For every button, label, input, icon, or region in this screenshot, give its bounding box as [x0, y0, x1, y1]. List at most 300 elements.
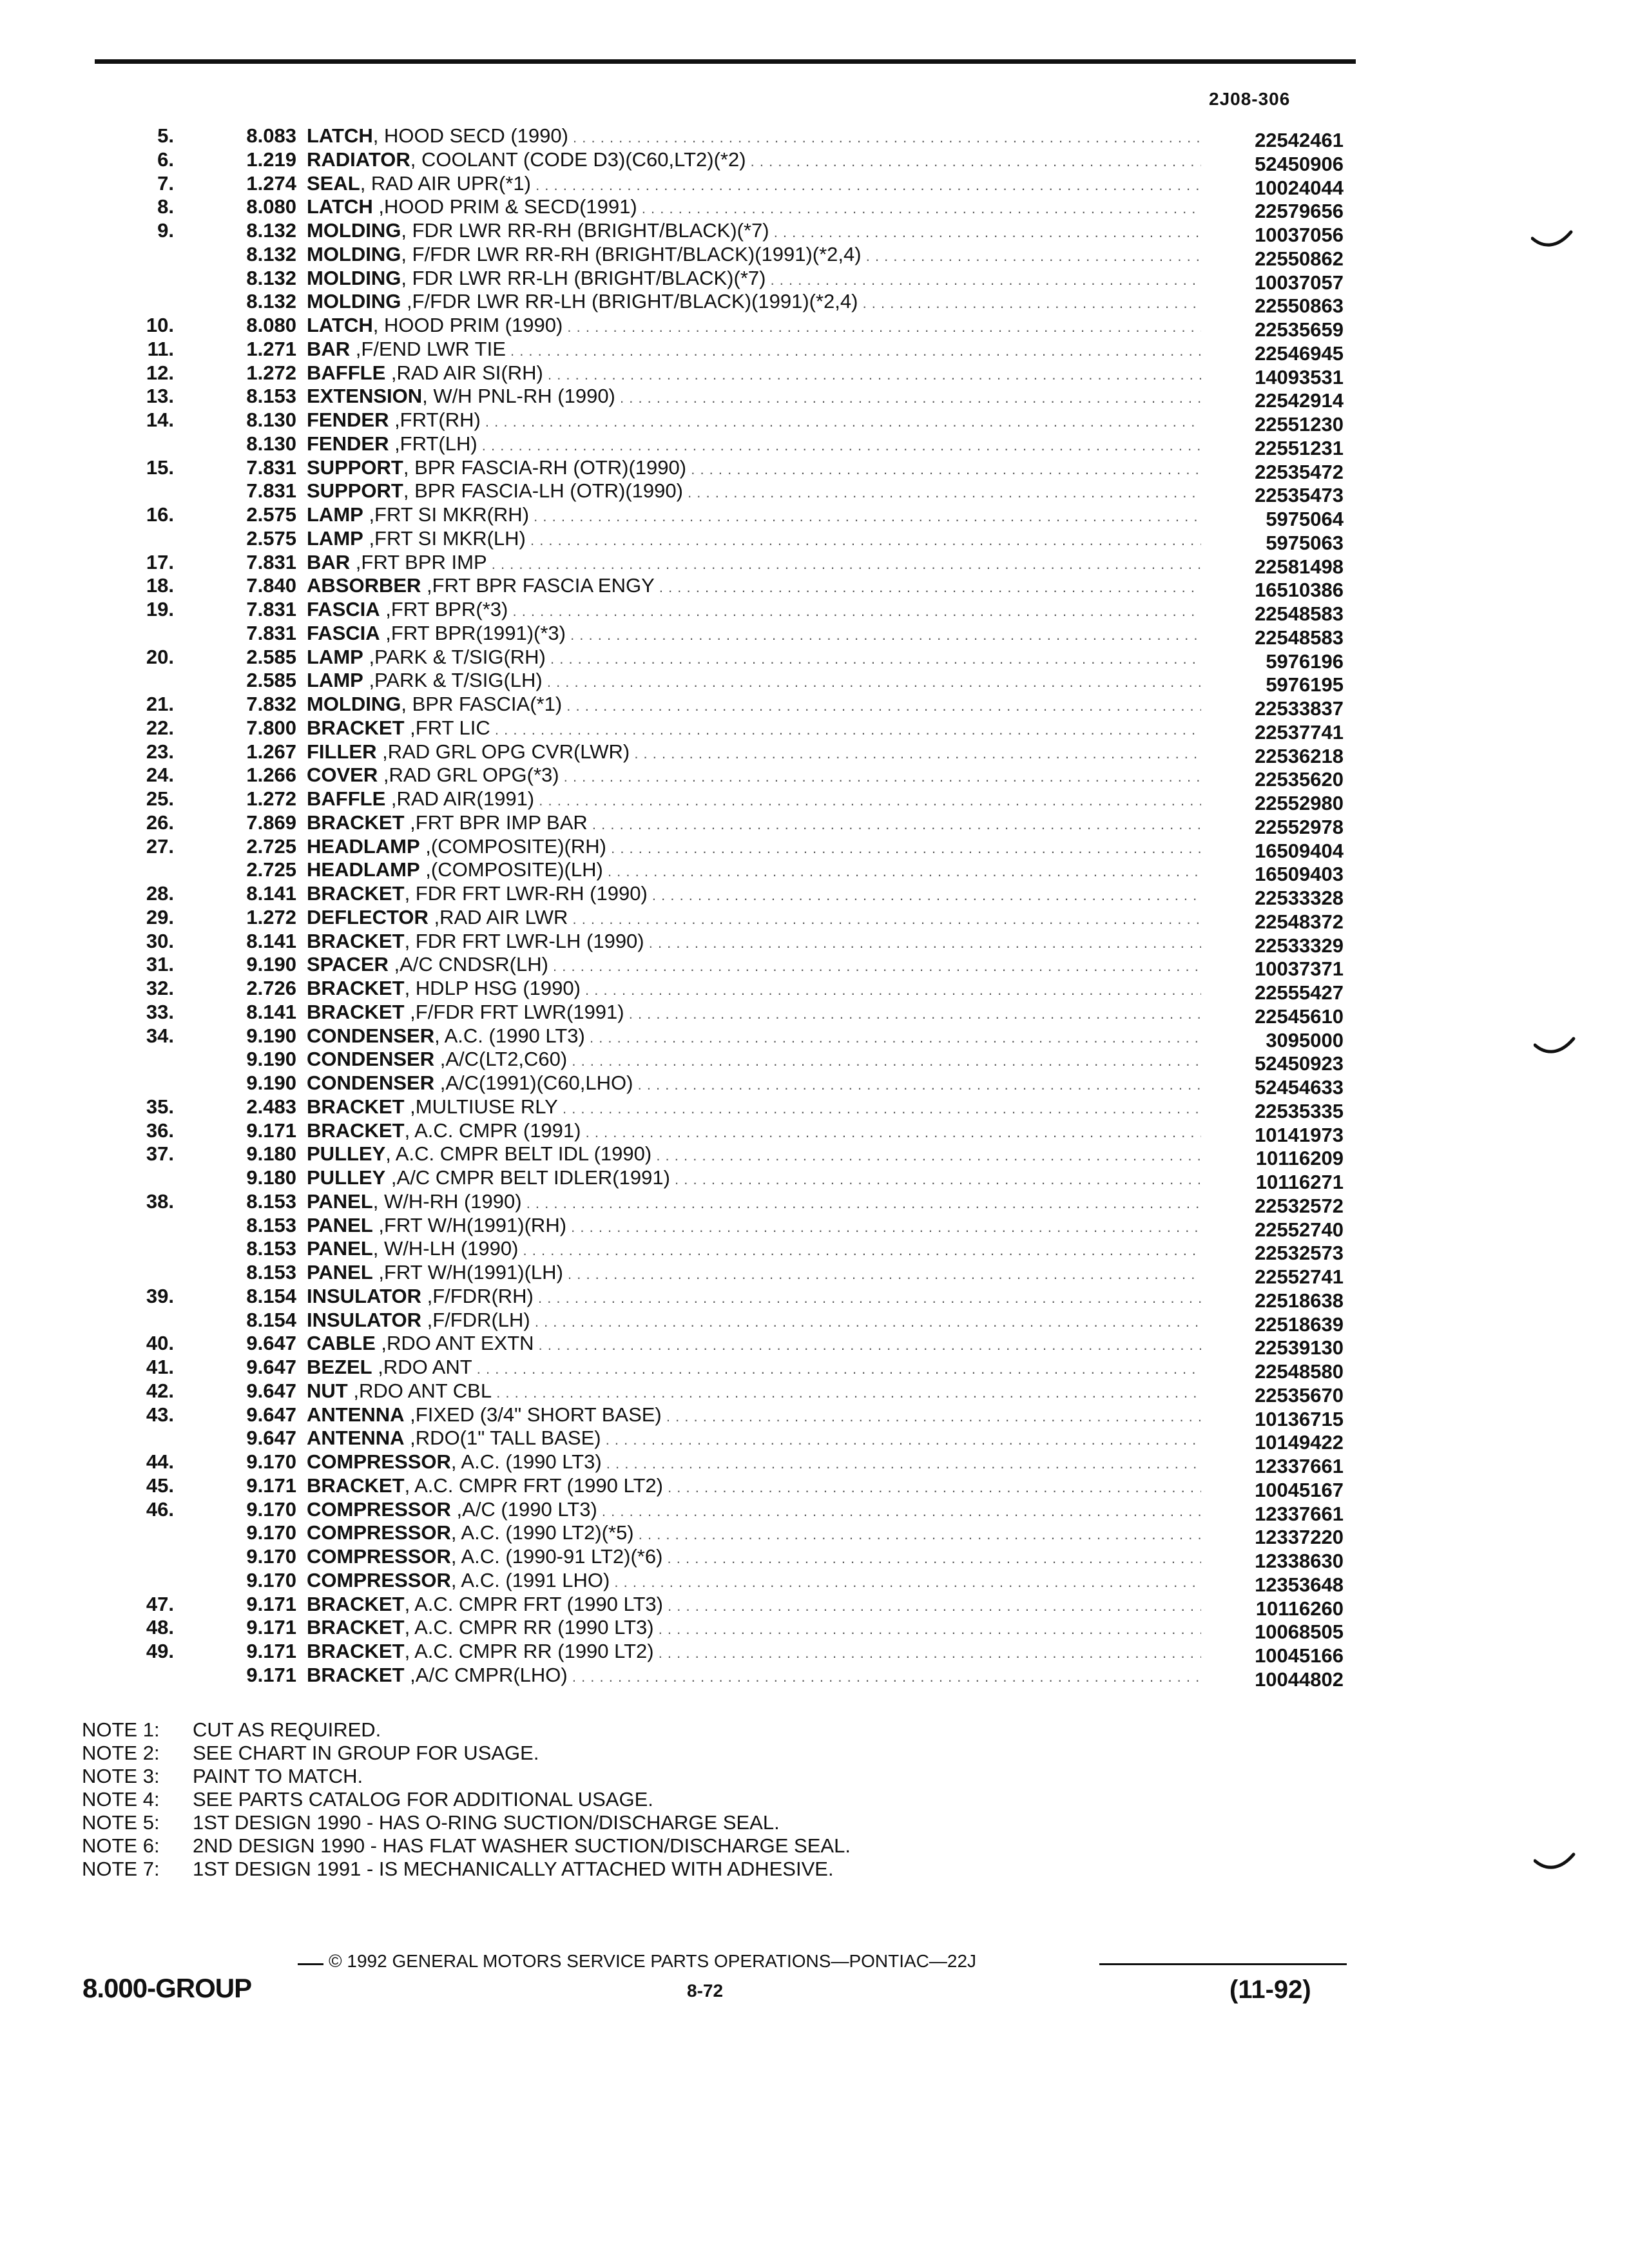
part-row	[0, 408, 1629, 436]
part-number: 22545610	[1255, 1004, 1344, 1028]
part-row	[0, 811, 1629, 838]
part-spec: , A.C. CMPR FRT (1990 LT2)	[404, 1474, 663, 1497]
part-row	[0, 764, 1629, 791]
notes-section	[82, 1718, 851, 1881]
part-row	[0, 266, 1629, 294]
part-description	[307, 646, 1201, 671]
part-row	[0, 171, 1629, 199]
part-row	[0, 1663, 1629, 1691]
part-description	[307, 764, 1201, 789]
ref-number: 17.	[146, 550, 174, 573]
part-spec: ,A/C CMPR BELT IDLER(1991)	[385, 1166, 670, 1189]
note-text: SEE PARTS CATALOG FOR ADDITIONAL USAGE.	[193, 1788, 653, 1811]
part-name: SEAL	[307, 171, 360, 195]
part-spec: ,A/C CMPR(LHO)	[404, 1663, 568, 1686]
part-number: 10037057	[1255, 271, 1344, 294]
part-name: BRACKET	[307, 811, 405, 834]
part-number: 22548583	[1255, 602, 1344, 625]
ref-number: 5.	[157, 124, 174, 147]
part-row	[0, 1356, 1629, 1383]
part-row	[0, 693, 1629, 720]
part-name: COMPRESSOR	[307, 1568, 451, 1591]
part-spec: ,FIXED (3/4" SHORT BASE)	[404, 1403, 662, 1426]
part-name: BAFFLE	[307, 787, 386, 810]
part-name: COVER	[307, 764, 378, 787]
part-number: 10045166	[1255, 1644, 1344, 1667]
part-name: COMPRESSOR	[307, 1450, 451, 1473]
group-number: 1.271	[246, 337, 296, 360]
part-row	[0, 1592, 1629, 1620]
part-description	[307, 953, 1201, 979]
part-spec: ,(COMPOSITE)(RH)	[419, 834, 606, 858]
group-number: 2.483	[246, 1095, 296, 1118]
part-spec: , HDLP HSG (1990)	[404, 977, 581, 999]
part-number: 22518639	[1255, 1312, 1344, 1336]
part-spec: , BPR FASCIA(*1)	[401, 693, 563, 715]
part-spec: ,FRT W/H(1991)(LH)	[372, 1261, 563, 1283]
part-spec: , FDR FRT LWR-RH (1990)	[404, 882, 648, 905]
part-description	[307, 740, 1201, 766]
part-description	[307, 1616, 1201, 1642]
group-number: 2.585	[246, 669, 296, 692]
part-name: CONDENSER	[307, 1024, 435, 1047]
part-row	[0, 1213, 1629, 1241]
part-spec: ,RAD AIR LWR	[428, 905, 568, 928]
note-text: CUT AS REQUIRED.	[193, 1718, 381, 1741]
part-row	[0, 195, 1629, 223]
part-name: DEFLECTOR	[307, 905, 429, 928]
note-label: NOTE 7:	[82, 1858, 160, 1880]
part-row	[0, 385, 1629, 412]
group-number: 1.266	[246, 764, 296, 787]
part-description	[307, 1664, 1201, 1689]
part-description	[307, 1261, 1201, 1287]
part-spec: , W/H-LH (1990)	[372, 1237, 519, 1260]
part-description	[307, 503, 1201, 529]
part-name: BAR	[307, 337, 351, 360]
ref-number: 33.	[146, 1000, 174, 1023]
part-name: MOLDING	[307, 242, 401, 265]
ref-number: 16.	[146, 503, 174, 526]
part-name: NUT	[307, 1379, 348, 1402]
part-number: 10068505	[1255, 1620, 1344, 1644]
part-spec: , A.C. (1990 LT2)(*5)	[450, 1521, 634, 1544]
note-text: SEE CHART IN GROUP FOR USAGE.	[193, 1742, 539, 1764]
part-row	[0, 858, 1629, 886]
part-number: 16509403	[1255, 863, 1344, 886]
group-number: 8.132	[246, 290, 296, 313]
part-name: CONDENSER	[307, 1072, 435, 1094]
part-description	[307, 1593, 1201, 1619]
note-text: 2ND DESIGN 1990 - HAS FLAT WASHER SUCTION/DISCHARGE SEAL.	[193, 1834, 851, 1857]
part-spec: , A.C. (1990 LT3)	[450, 1450, 602, 1473]
copyright-line: © 1992 GENERAL MOTORS SERVICE PARTS OPERATIONS—PONTIAC—22J	[329, 1951, 977, 1971]
part-spec: ,RAD AIR(1991)	[385, 787, 535, 810]
part-description	[307, 1379, 1201, 1405]
ref-number: 24.	[146, 764, 174, 787]
part-number: 10116209	[1255, 1147, 1344, 1170]
part-description	[307, 432, 1201, 458]
part-number: 22555427	[1255, 981, 1344, 1004]
part-spec: ,FRT BPR IMP	[350, 550, 487, 573]
part-description	[307, 1498, 1201, 1524]
part-name: BRACKET	[307, 1119, 405, 1142]
part-row	[0, 598, 1629, 625]
part-name: COMPRESSOR	[307, 1521, 451, 1544]
group-number: 8.083	[246, 124, 296, 147]
part-description	[307, 669, 1201, 695]
part-name: RADIATOR	[307, 148, 410, 171]
part-spec: , A.C. (1990 LT3)	[434, 1024, 585, 1047]
part-description	[307, 930, 1201, 956]
part-row	[0, 1095, 1629, 1122]
part-name: FILLER	[307, 740, 377, 763]
group-number: 9.171	[246, 1592, 296, 1615]
ref-number: 31.	[146, 953, 174, 976]
part-spec: ,FRT BPR FASCIA ENGY	[421, 574, 655, 597]
part-description	[307, 1285, 1201, 1311]
part-description	[307, 1450, 1201, 1476]
part-description	[307, 906, 1201, 932]
part-description	[307, 811, 1201, 837]
ref-number: 46.	[146, 1497, 174, 1521]
part-row	[0, 432, 1629, 459]
group-number: 8.153	[246, 385, 296, 408]
ref-number: 40.	[146, 1332, 174, 1355]
part-spec: , HOOD SECD (1990)	[372, 124, 568, 147]
part-number: 22550862	[1255, 247, 1344, 270]
ref-number: 14.	[146, 408, 174, 431]
group-number: 7.831	[246, 456, 296, 479]
group-number: 7.869	[246, 811, 296, 834]
note-row	[82, 1788, 851, 1811]
part-name: SUPPORT	[307, 479, 403, 503]
part-description	[307, 408, 1201, 434]
ref-number: 10.	[146, 314, 174, 336]
ref-number: 28.	[146, 882, 174, 905]
part-row	[0, 787, 1629, 814]
part-name: SPACER	[307, 953, 389, 976]
binding-tick-mark	[1534, 1036, 1576, 1058]
part-number: 22542461	[1255, 129, 1344, 151]
part-spec: ,RDO(1" TALL BASE)	[404, 1427, 601, 1450]
part-spec: ,PARK & T/SIG(RH)	[363, 645, 546, 668]
note-text: 1ST DESIGN 1991 - IS MECHANICALLY ATTACHED WITH ADHESIVE.	[193, 1858, 834, 1880]
part-name: ABSORBER	[307, 574, 421, 597]
parts-list	[0, 124, 1629, 1691]
part-description	[307, 1214, 1201, 1240]
part-description	[307, 858, 1201, 884]
part-spec: , HOOD PRIM (1990)	[372, 314, 563, 336]
ref-number: 13.	[146, 385, 174, 408]
part-spec: , A.C. CMPR RR (1990 LT3)	[404, 1616, 654, 1639]
part-spec: ,FRT BPR(*3)	[380, 598, 508, 620]
part-name: CABLE	[307, 1332, 376, 1355]
part-number: 22518638	[1255, 1289, 1344, 1312]
part-row	[0, 479, 1629, 507]
part-name: HEADLAMP	[307, 858, 420, 881]
ref-number: 22.	[146, 716, 174, 739]
part-spec: ,FRT BPR IMP BAR	[404, 811, 588, 834]
part-name: ANTENNA	[307, 1427, 405, 1450]
ref-number: 23.	[146, 740, 174, 763]
group-number: 9.171	[246, 1616, 296, 1639]
part-row	[0, 1142, 1629, 1170]
group-number: 1.219	[246, 148, 296, 171]
note-row	[82, 1742, 851, 1765]
ref-number: 18.	[146, 574, 174, 597]
part-name: BRACKET	[307, 882, 405, 905]
part-description	[307, 338, 1201, 363]
note-label: NOTE 4:	[82, 1788, 160, 1811]
part-spec: , BPR FASCIA-RH (OTR)(1990)	[403, 456, 687, 479]
part-number: 22548372	[1255, 910, 1344, 933]
part-number: 22537741	[1255, 720, 1344, 744]
part-number: 52450923	[1255, 1052, 1344, 1075]
part-description	[307, 243, 1201, 269]
part-row	[0, 1237, 1629, 1265]
part-description	[307, 1521, 1201, 1547]
part-spec: ,PARK & T/SIG(LH)	[363, 669, 543, 692]
part-row	[0, 124, 1629, 151]
part-description	[307, 361, 1201, 387]
part-row	[0, 456, 1629, 483]
ref-number: 15.	[146, 456, 174, 479]
group-number: 9.647	[246, 1356, 296, 1378]
group-number: 9.190	[246, 1024, 296, 1047]
part-spec: ,RAD GRL OPG CVR(LWR)	[376, 740, 630, 763]
part-number: 10037371	[1255, 957, 1344, 981]
part-description	[307, 1569, 1201, 1595]
note-text: 1ST DESIGN 1990 - HAS O-RING SUCTION/DISCHARGE SEAL.	[193, 1811, 780, 1834]
part-row	[0, 905, 1629, 933]
part-name: BEZEL	[307, 1356, 372, 1378]
ref-number: 6.	[157, 148, 174, 171]
group-number: 9.190	[246, 953, 296, 976]
part-description	[307, 1166, 1201, 1192]
ref-number: 21.	[146, 693, 174, 715]
part-row	[0, 1450, 1629, 1477]
part-number: 12337661	[1255, 1502, 1344, 1525]
part-name: BRACKET	[307, 1640, 405, 1662]
note-row	[82, 1811, 851, 1834]
part-number: 5976195	[1266, 673, 1344, 697]
part-spec: ,RDO ANT	[372, 1356, 472, 1378]
group-number: 8.080	[246, 195, 296, 218]
ref-number: 8.	[157, 195, 174, 218]
part-description	[307, 1001, 1201, 1026]
part-name: MOLDING	[307, 693, 401, 715]
part-spec: ,F/END LWR TIE	[350, 337, 506, 360]
part-number: 22548580	[1255, 1360, 1344, 1383]
part-description	[307, 1474, 1201, 1500]
ref-number: 41.	[146, 1356, 174, 1378]
part-name: LATCH	[307, 195, 373, 218]
binding-tick-mark	[1531, 229, 1574, 251]
part-spec: ,FRT W/H(1991)(RH)	[372, 1213, 567, 1236]
part-number: 22533329	[1255, 934, 1344, 957]
group-number: 9.190	[246, 1048, 296, 1071]
part-spec: , W/H-RH (1990)	[372, 1189, 522, 1213]
group-number: 9.171	[246, 1119, 296, 1142]
part-name: PANEL	[307, 1189, 373, 1213]
part-row	[0, 740, 1629, 767]
part-description	[307, 148, 1201, 174]
group-number: 9.170	[246, 1450, 296, 1473]
part-row	[0, 1308, 1629, 1336]
part-spec: , A.C. (1991 LHO)	[450, 1568, 610, 1591]
ref-number: 48.	[146, 1616, 174, 1639]
ref-number: 49.	[146, 1640, 174, 1662]
part-spec: ,FRT BPR(1991)(*3)	[380, 621, 566, 644]
group-number: 9.170	[246, 1497, 296, 1521]
part-number: 22550863	[1255, 294, 1344, 318]
part-row	[0, 1379, 1629, 1407]
part-name: PANEL	[307, 1237, 373, 1260]
part-number: 22535473	[1255, 484, 1344, 507]
ref-number: 20.	[146, 645, 174, 668]
part-spec: ,A/C (1990 LT3)	[450, 1497, 597, 1521]
ref-number: 42.	[146, 1379, 174, 1402]
ref-number: 12.	[146, 361, 174, 384]
part-number: 22535620	[1255, 768, 1344, 791]
group-number: 8.154	[246, 1308, 296, 1331]
ref-number: 34.	[146, 1024, 174, 1047]
part-row	[0, 550, 1629, 578]
ref-number: 26.	[146, 811, 174, 834]
group-number: 9.190	[246, 1072, 296, 1094]
group-number: 8.153	[246, 1237, 296, 1260]
group-number: 7.831	[246, 621, 296, 644]
group-label: 8.000-GROUP	[82, 1973, 252, 2003]
part-row	[0, 1545, 1629, 1572]
part-row	[0, 1474, 1629, 1501]
part-spec: ,F/FDR(RH)	[421, 1284, 534, 1307]
group-number: 8.080	[246, 314, 296, 336]
part-name: LAMP	[307, 526, 363, 550]
group-number: 1.272	[246, 361, 296, 384]
part-number: 12337220	[1255, 1526, 1344, 1549]
part-number: 22535335	[1255, 1099, 1344, 1122]
part-name: HEADLAMP	[307, 834, 420, 858]
part-description	[307, 290, 1201, 316]
part-description	[307, 1142, 1201, 1168]
part-row	[0, 1616, 1629, 1644]
part-name: MOLDING	[307, 219, 401, 242]
part-row	[0, 1427, 1629, 1454]
part-number: 22532572	[1255, 1194, 1344, 1217]
part-number: 3095000	[1266, 1028, 1344, 1052]
ref-number: 27.	[146, 834, 174, 858]
part-description	[307, 1332, 1201, 1358]
part-description	[307, 385, 1201, 410]
part-number: 10116260	[1255, 1597, 1344, 1620]
group-number: 8.130	[246, 408, 296, 431]
part-number: 10044802	[1255, 1667, 1344, 1691]
part-row	[0, 503, 1629, 530]
part-name: BAR	[307, 550, 351, 573]
note-label: NOTE 1:	[82, 1718, 160, 1741]
part-name: BRACKET	[307, 1592, 405, 1615]
part-number: 12337661	[1255, 1455, 1344, 1477]
group-number: 7.800	[246, 716, 296, 739]
part-number: 22539130	[1255, 1336, 1344, 1360]
part-name: INSULATOR	[307, 1284, 421, 1307]
part-spec: , A.C. CMPR BELT IDL (1990)	[385, 1142, 652, 1166]
group-number: 8.153	[246, 1189, 296, 1213]
part-row	[0, 574, 1629, 602]
part-name: FENDER	[307, 408, 389, 431]
part-description	[307, 124, 1201, 150]
group-number: 7.832	[246, 693, 296, 715]
part-row	[0, 1332, 1629, 1360]
part-description	[307, 1403, 1201, 1429]
ref-number: 36.	[146, 1119, 174, 1142]
part-number: 10037056	[1255, 224, 1344, 246]
ref-number: 38.	[146, 1189, 174, 1213]
part-spec: ,FRT(LH)	[389, 432, 477, 455]
part-number: 12353648	[1255, 1573, 1344, 1596]
part-description	[307, 574, 1201, 600]
part-name: LAMP	[307, 669, 363, 692]
part-spec: , COOLANT (CODE D3)(C60,LT2)(*2)	[410, 148, 746, 171]
part-description	[307, 977, 1201, 1003]
part-number: 5975063	[1266, 531, 1344, 554]
part-description	[307, 1427, 1201, 1452]
part-name: BRACKET	[307, 1095, 405, 1118]
ref-number: 43.	[146, 1403, 174, 1426]
part-row	[0, 1048, 1629, 1075]
part-description	[307, 1119, 1201, 1145]
part-name: MOLDING	[307, 290, 401, 313]
group-number: 9.180	[246, 1142, 296, 1166]
group-number: 2.725	[246, 834, 296, 858]
part-spec: , A.C. CMPR FRT (1990 LT3)	[404, 1592, 663, 1615]
part-description	[307, 551, 1201, 577]
note-label: NOTE 3:	[82, 1765, 160, 1787]
part-row	[0, 1640, 1629, 1667]
ref-number: 30.	[146, 929, 174, 952]
footer-rule-right	[1099, 1963, 1347, 1965]
part-spec: , RAD AIR UPR(*1)	[360, 171, 531, 195]
group-number: 8.154	[246, 1284, 296, 1307]
part-spec: , FDR FRT LWR-LH (1990)	[404, 929, 644, 952]
ref-number: 25.	[146, 787, 174, 810]
part-spec: ,A/C(1991)(C60,LHO)	[434, 1072, 633, 1094]
part-name: LATCH	[307, 124, 373, 147]
part-row	[0, 314, 1629, 341]
group-number: 8.132	[246, 242, 296, 265]
part-description	[307, 1190, 1201, 1216]
note-text: PAINT TO MATCH.	[193, 1765, 363, 1787]
part-description	[307, 1309, 1201, 1334]
note-row	[82, 1858, 851, 1881]
part-number: 22542914	[1255, 389, 1344, 412]
part-row	[0, 1189, 1629, 1217]
part-spec: , BPR FASCIA-LH (OTR)(1990)	[403, 479, 683, 503]
part-name: PULLEY	[307, 1166, 386, 1189]
part-spec: ,F/FDR FRT LWR(1991)	[404, 1000, 624, 1023]
part-description	[307, 787, 1201, 813]
part-number: 22552980	[1255, 792, 1344, 814]
part-description	[307, 479, 1201, 505]
part-number: 22536218	[1255, 744, 1344, 767]
part-name: PULLEY	[307, 1142, 386, 1166]
part-description	[307, 598, 1201, 624]
document-code: 2J08-306	[1209, 89, 1291, 109]
ref-number: 29.	[146, 905, 174, 928]
note-label: NOTE 6:	[82, 1834, 160, 1857]
